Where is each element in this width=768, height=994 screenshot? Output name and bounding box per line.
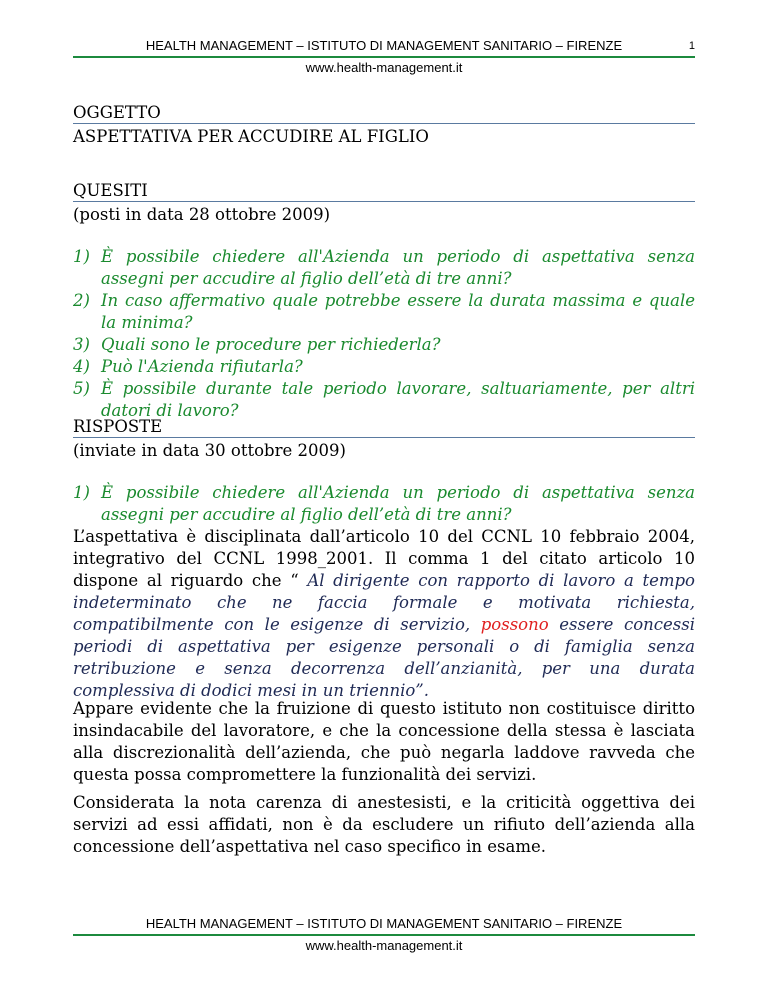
question-text: È possibile durante tale periodo lavorare, saltuariamente, per altri datori di lavoro?: [101, 379, 695, 420]
answer-question: [73, 482, 695, 526]
questions-list: [73, 246, 695, 422]
question-number: 5): [73, 379, 90, 398]
question-item: [73, 482, 695, 526]
answer-intro: L’aspettativa è disciplinata dall’articolo 10 del CCNL 10 febbraio 2004, integrativo del CCNL 1998_2001. Il comma 1 del citato articolo 10 dispone al riguardo che “: [73, 527, 695, 590]
quote-text-2: essere concessi periodi di aspettativa per esigenze personali o di famiglia senza retribuzione e senza decorrenza dell’anzianità, per una durata complessiva di dodici mesi in un triennio”.: [73, 615, 696, 700]
page-number: 1: [688, 40, 695, 52]
quesiti-date: (posti in data 28 ottobre 2009): [73, 205, 331, 224]
question-number: 2): [73, 291, 90, 310]
quesiti-rule: [73, 201, 695, 202]
risposte-rule: [73, 437, 695, 438]
question-number: 1): [73, 483, 90, 502]
highlighted-word: possono: [480, 615, 549, 634]
oggetto-text: ASPETTATIVA PER ACCUDIRE AL FIGLIO: [73, 127, 429, 146]
question-number: 3): [73, 335, 90, 354]
header-rule: [73, 56, 695, 58]
footer-title: HEALTH MANAGEMENT – ISTITUTO DI MANAGEMENT SANITARIO – FIRENZE: [145, 916, 623, 931]
footer-rule: [73, 934, 695, 936]
risposte-label: RISPOSTE: [73, 417, 163, 436]
header-title: HEALTH MANAGEMENT – ISTITUTO DI MANAGEMENT SANITARIO – FIRENZE: [145, 38, 623, 53]
question-text: È possibile chiedere all'Azienda un periodo di aspettativa senza assegni per accudire al figlio dell’età di tre anni?: [101, 247, 695, 288]
answer-paragraph-2: Appare evidente che la fruizione di questo istituto non costituisce diritto insindacabile del lavoratore, e che la concessione della stessa è lasciata alla discrezionalità dell’azienda, che può negarla laddove ravveda che questa possa compromettere la funzionalità dei servizi.: [73, 699, 695, 784]
question-number: 4): [73, 357, 90, 376]
question-item: [73, 290, 695, 334]
answer-paragraph-1: [73, 526, 695, 702]
question-number: 1): [73, 247, 90, 266]
footer-url: www.health-management.it: [305, 938, 463, 953]
oggetto-label: OGGETTO: [73, 103, 161, 122]
question-item: [73, 246, 695, 290]
question-text: Quali sono le procedure per richiederla?: [101, 335, 441, 354]
question-text: Può l'Azienda rifiutarla?: [101, 357, 303, 376]
risposte-date: (inviate in data 30 ottobre 2009): [73, 441, 346, 460]
answer-paragraph-3: Considerata la nota carenza di anestesisti, e la criticità oggettiva dei servizi ad essi affidati, non è da escludere un rifiuto dell’azienda alla concessione dell’aspettativa nel caso specifico in esame.: [73, 793, 695, 856]
question-text: È possibile chiedere all'Azienda un periodo di aspettativa senza assegni per accudire al figlio dell’età di tre anni?: [101, 483, 695, 524]
quoted-article: [73, 571, 695, 700]
question-item: [73, 334, 695, 356]
oggetto-rule: [73, 123, 695, 124]
question-item: [73, 356, 695, 378]
quesiti-label: QUESITI: [73, 181, 148, 200]
quote-text-1: Al dirigente con rapporto di lavoro a tempo indeterminato che ne faccia formale e motivata richiesta, compatibilmente con le esigenze di servizio,: [73, 571, 695, 634]
header-url: www.health-management.it: [305, 60, 463, 75]
question-text: In caso affermativo quale potrebbe essere la durata massima e quale la minima?: [101, 291, 695, 332]
